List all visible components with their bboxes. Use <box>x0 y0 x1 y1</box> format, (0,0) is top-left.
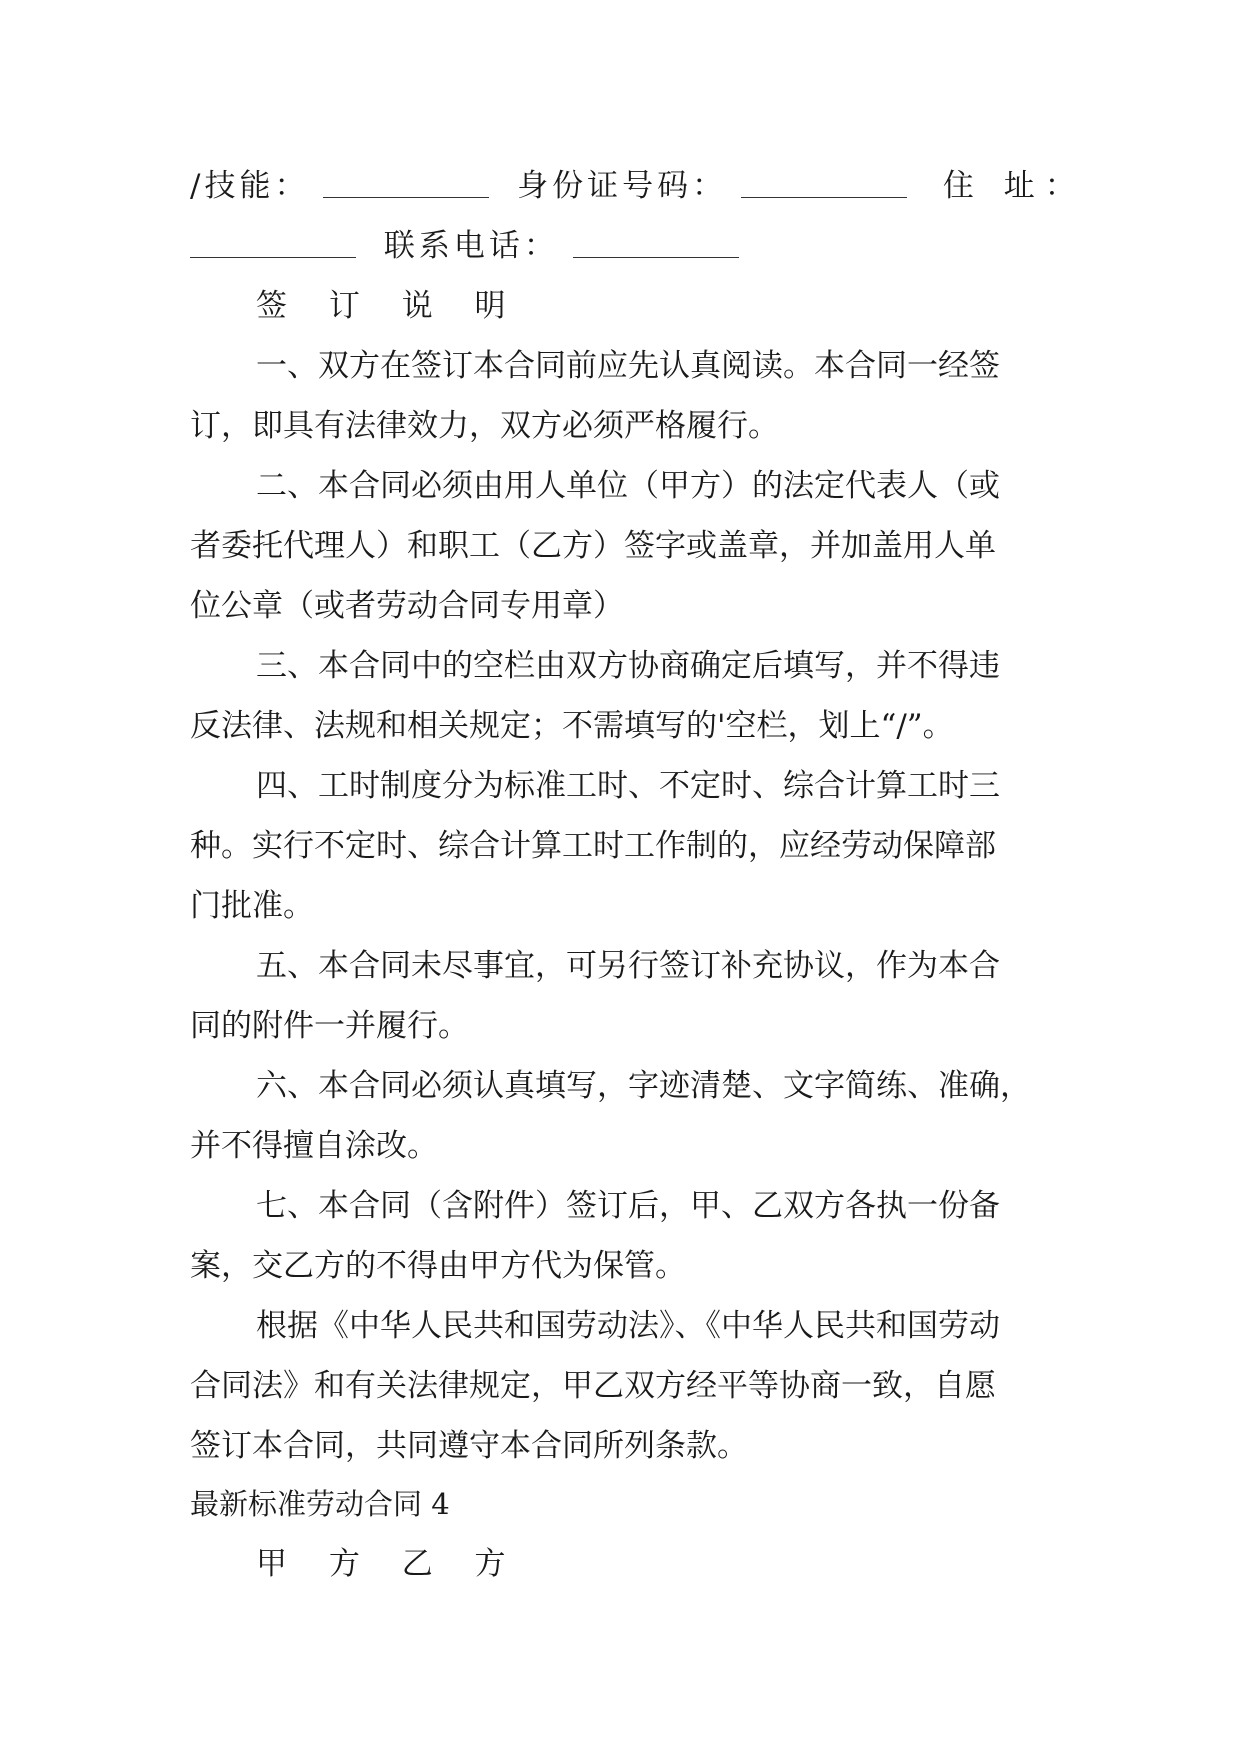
paragraph-line: 一、双方在签订本合同前应先认真阅读。本合同一经签 <box>256 348 1000 384</box>
skill-label: /技能： <box>190 168 310 204</box>
paragraph-line: 四、工时制度分为标准工时、不定时、综合计算工时三 <box>256 768 1000 804</box>
notes-title: 签 订 说 明 <box>256 288 522 324</box>
paragraph-line: 根据《中华人民共和国劳动法》、《中华人民共和国劳动 <box>256 1308 1000 1344</box>
paragraph-line: 三、本合同中的空栏由双方协商确定后填写，并不得违 <box>256 648 1000 684</box>
skill-blank[interactable] <box>323 169 489 198</box>
phone-blank[interactable] <box>573 229 739 258</box>
paragraph-line: 者委托代理人）和职工（乙方）签字或盖章，并加盖用人单 <box>190 528 996 564</box>
address-label: 住 址： <box>942 168 1086 204</box>
phone-label: 联系电话： <box>383 228 559 264</box>
paragraph-line: 门批准。 <box>190 888 314 924</box>
paragraph-line: 并不得擅自涂改。 <box>190 1128 438 1164</box>
address-blank[interactable] <box>190 229 356 258</box>
paragraph-line: 位公章（或者劳动合同专用章） <box>190 588 624 624</box>
paragraph-line: 同的附件一并履行。 <box>190 1008 469 1044</box>
paragraph-line: 二、本合同必须由用人单位（甲方）的法定代表人（或 <box>256 468 1000 504</box>
paragraph-line: 订，即具有法律效力，双方必须严格履行。 <box>190 408 779 444</box>
paragraph-line: 六、本合同必须认真填写，字迹清楚、文字简练、准确， <box>256 1068 1031 1104</box>
id-number-label: 身份证号码： <box>517 168 728 204</box>
paragraph-line: 种。实行不定时、综合计算工时工作制的，应经劳动保障部 <box>190 828 996 864</box>
paragraph-line: 签订本合同，共同遵守本合同所列条款。 <box>190 1428 748 1464</box>
paragraph-line: 案，交乙方的不得由甲方代为保管。 <box>190 1248 686 1284</box>
parties-line: 甲 方 乙 方 <box>256 1546 522 1582</box>
id-number-blank[interactable] <box>741 169 907 198</box>
paragraph-line: 反法律、法规和相关规定；不需填写的'空栏，划上“/”。 <box>190 708 954 744</box>
personal-info-line-2 <box>190 226 739 266</box>
paragraph-line: 七、本合同（含附件）签订后，甲、乙双方各执一份备 <box>256 1188 1000 1224</box>
personal-info-line-1 <box>190 166 1086 206</box>
section-heading: 最新标准劳动合同 4 <box>190 1487 450 1521</box>
paragraph-line: 五、本合同未尽事宜，可另行签订补充协议，作为本合 <box>256 948 1000 984</box>
paragraph-line: 合同法》和有关法律规定，甲乙双方经平等协商一致，自愿 <box>190 1368 996 1404</box>
